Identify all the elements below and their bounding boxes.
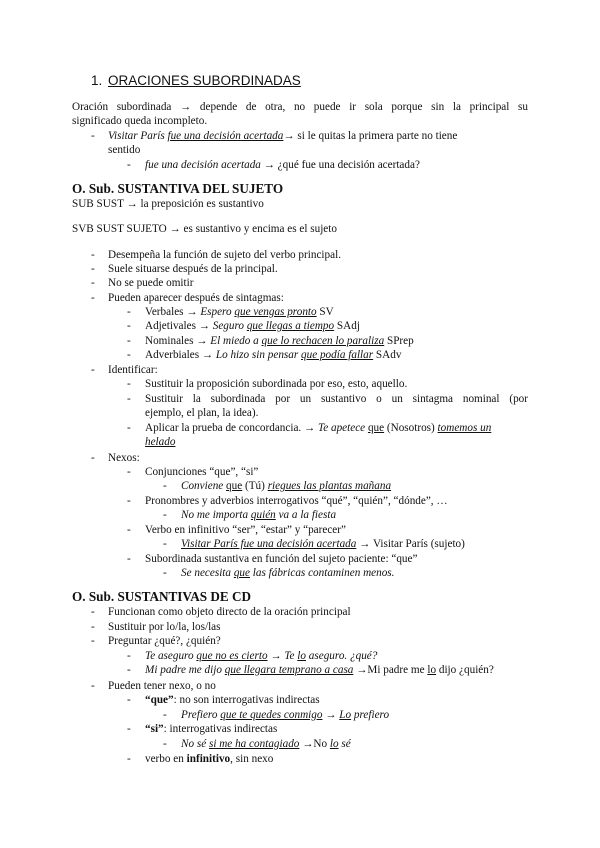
bullet: - <box>91 364 95 376</box>
list-item: Preguntar ¿qué?, ¿quién? <box>108 635 221 647</box>
bullet: - <box>127 495 131 507</box>
bullet: - <box>163 509 167 521</box>
list-item: No se puede omitir <box>108 277 194 289</box>
bullet: - <box>127 320 131 332</box>
list-item: Adverbiales → Lo hizo sin pensar que podía fallar SAdv <box>145 349 402 361</box>
intro-line-1: Oración subordinada → depende de otra, no puede ir sola porque sin la principal su <box>72 101 528 113</box>
bullet: - <box>91 263 95 275</box>
bullet: - <box>127 650 131 662</box>
section-heading-sujeto: O. Sub. SUSTANTIVA DEL SUJETO <box>72 181 284 196</box>
bullet: - <box>91 606 95 618</box>
bullet: - <box>163 538 167 550</box>
list-item: Adjetivales → Seguro que llegas a tiempo SAdj <box>145 320 360 332</box>
bullet: - <box>127 723 131 735</box>
list-item: Pronombres y adverbios interrogativos “qué”, “quién”, “dónde”, … <box>145 495 448 507</box>
bullet: - <box>91 292 95 304</box>
bullet: - <box>127 694 131 706</box>
list-item: No me importa quién va a la fiesta <box>181 509 337 521</box>
list-item: “que”: no son interrogativas indirectas <box>145 694 320 706</box>
list-item: Suele situarse después de la principal. <box>108 263 278 275</box>
list-item: Desempeña la función de sujeto del verbo principal. <box>108 249 341 261</box>
sujeto-line-2: SVB SUST SUJETO → es sustantivo y encima es el sujeto <box>72 223 337 235</box>
list-item: Prefiero que te quedes conmigo → Lo prefiero <box>181 709 390 721</box>
list-item: Nominales → El miedo a que lo rechacen lo paraliza SPrep <box>145 335 414 347</box>
list-item: Funcionan como objeto directo de la oración principal <box>108 606 351 618</box>
bullet: - <box>127 753 131 765</box>
bullet: - <box>163 480 167 492</box>
bullet: - <box>127 393 131 405</box>
list-item: Subordinada sustantiva en función del sujeto paciente: “que” <box>145 553 418 565</box>
bullet: - <box>163 709 167 721</box>
bullet: - <box>127 335 131 347</box>
bullet: - <box>127 306 131 318</box>
list-item: verbo en infinitivo, sin nexo <box>145 753 274 765</box>
list-item: Aplicar la prueba de concordancia. → Te apetece que (Nosotros) tomemos un <box>145 422 492 434</box>
bullet: - <box>127 349 131 361</box>
list-item: Verbo en infinitivo “ser”, “estar” y “parecer” <box>145 524 346 536</box>
list-item: Conviene que (Tú) riegues las plantas mañana <box>181 480 392 492</box>
bullet: - <box>127 159 131 171</box>
list-item: Sustituir por lo/la, los/las <box>108 621 221 633</box>
list-item: Identificar: <box>108 364 158 376</box>
bullet: - <box>127 524 131 536</box>
list-item: Verbales → Espero que vengas pronto SV <box>145 306 334 318</box>
list-item: Mi padre me dijo que llegara temprano a casa →Mi padre me lo dijo ¿quién? <box>145 664 494 676</box>
bullet: - <box>127 664 131 676</box>
intro-line-2: significado queda incompleto. <box>72 115 208 127</box>
list-item: Conjunciones “que”, “si” <box>145 466 259 478</box>
list-item: No sé si me ha contagiado →No lo sé <box>181 738 351 750</box>
list-item: Te aseguro que no es cierto → Te lo aseguro. ¿qué? <box>145 650 378 662</box>
title-number: 1. <box>91 73 103 88</box>
bullet: - <box>91 130 95 142</box>
bullet: - <box>91 452 95 464</box>
sujeto-line-1: SUB SUST → la preposición es sustantivo <box>72 198 264 210</box>
bullet: - <box>163 738 167 750</box>
list-item-cont: ejemplo, el plan, la idea). <box>145 407 259 419</box>
list-item: Se necesita que las fábricas contaminen menos. <box>181 567 395 579</box>
section-heading-cd: O. Sub. SUSTANTIVAS DE CD <box>72 589 252 604</box>
page-title: ORACIONES SUBORDINADAS <box>108 73 301 88</box>
list-item: Pueden aparecer después de sintagmas: <box>108 292 284 304</box>
list-item: Sustituir la subordinada por un sustantivo o un sintagma nominal (por <box>145 393 528 405</box>
list-item: Sustituir la proposición subordinada por eso, esto, aquello. <box>145 378 408 390</box>
list-item: Visitar París fue una decisión acertada → Visitar París (sujeto) <box>181 538 465 550</box>
bullet: - <box>127 422 131 434</box>
intro-example: Visitar París fue una decisión acertada→ si le quitas la primera parte no tiene <box>108 130 458 142</box>
bullet: - <box>127 553 131 565</box>
list-item: Nexos: <box>108 452 140 464</box>
bullet: - <box>91 635 95 647</box>
list-item: Pueden tener nexo, o no <box>108 680 216 692</box>
bullet: - <box>91 680 95 692</box>
intro-example-cont: sentido <box>108 144 141 156</box>
intro-sub-example: fue una decisión acertada → ¿qué fue una decisión acertada? <box>145 159 420 171</box>
list-item: “si”: interrogativas indirectas <box>145 723 278 735</box>
bullet: - <box>127 466 131 478</box>
bullet: - <box>91 621 95 633</box>
list-item-cont: helado <box>145 436 176 448</box>
bullet: - <box>127 378 131 390</box>
bullet: - <box>163 567 167 579</box>
bullet: - <box>91 277 95 289</box>
bullet: - <box>91 249 95 261</box>
